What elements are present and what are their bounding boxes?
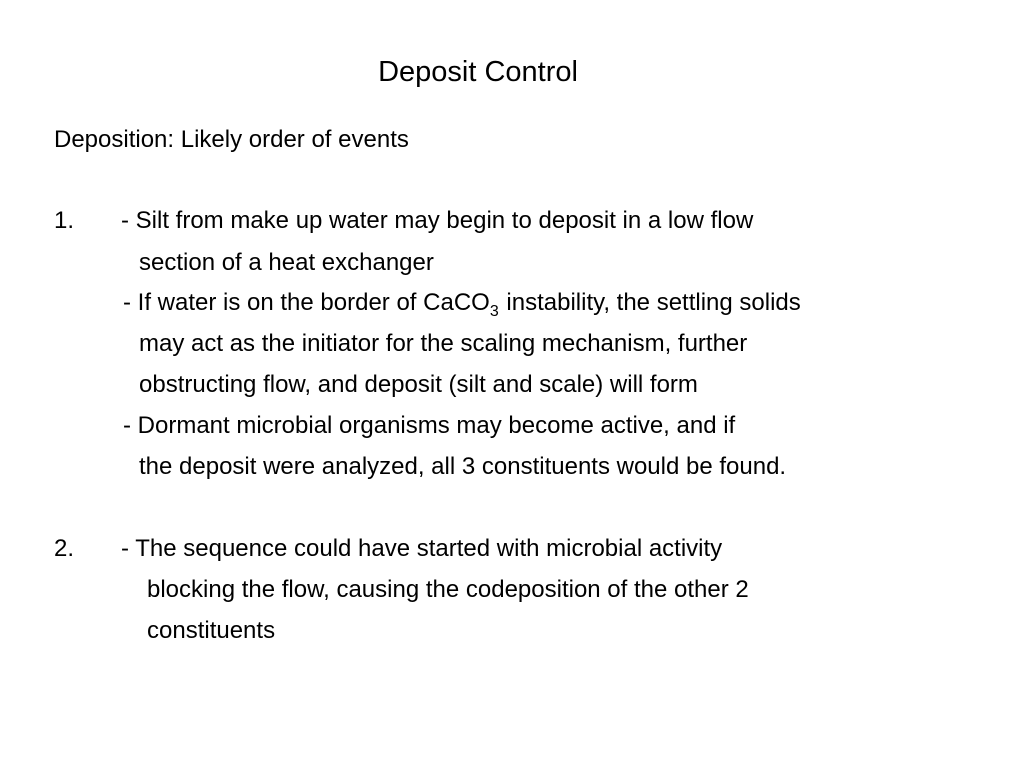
item-2-line-1: - The sequence could have started with microbial activity — [121, 535, 723, 562]
item-1-line-2: section of a heat exchanger — [139, 249, 434, 276]
item-1-line-1: - Silt from make up water may begin to deposit in a low flow — [121, 207, 754, 234]
item-1-line-4: may act as the initiator for the scaling mechanism, further — [139, 330, 748, 357]
item-1-line-3-end: instability, the settling solids — [499, 289, 801, 316]
item-1-line-3 — [123, 288, 801, 321]
item-1-number: 1. — [54, 207, 75, 234]
item-2-number: 2. — [54, 535, 75, 562]
item-1-line-3-start: - If water is on the border of CaCO — [123, 289, 490, 316]
slide-subtitle: Deposition: Likely order of events — [54, 126, 409, 153]
item-2-line-2: blocking the flow, causing the codeposition of the other 2 — [147, 576, 749, 603]
item-1-line-7: the deposit were analyzed, all 3 constituents would be found. — [139, 453, 787, 480]
slide-title: Deposit Control — [378, 56, 578, 88]
item-1-line-5: obstructing flow, and deposit (silt and scale) will form — [139, 371, 698, 398]
calcium-carbonate-subscript: 3 — [489, 303, 499, 320]
item-2-line-3: constituents — [147, 617, 276, 644]
item-1-line-6: - Dormant microbial organisms may become active, and if — [123, 412, 736, 439]
